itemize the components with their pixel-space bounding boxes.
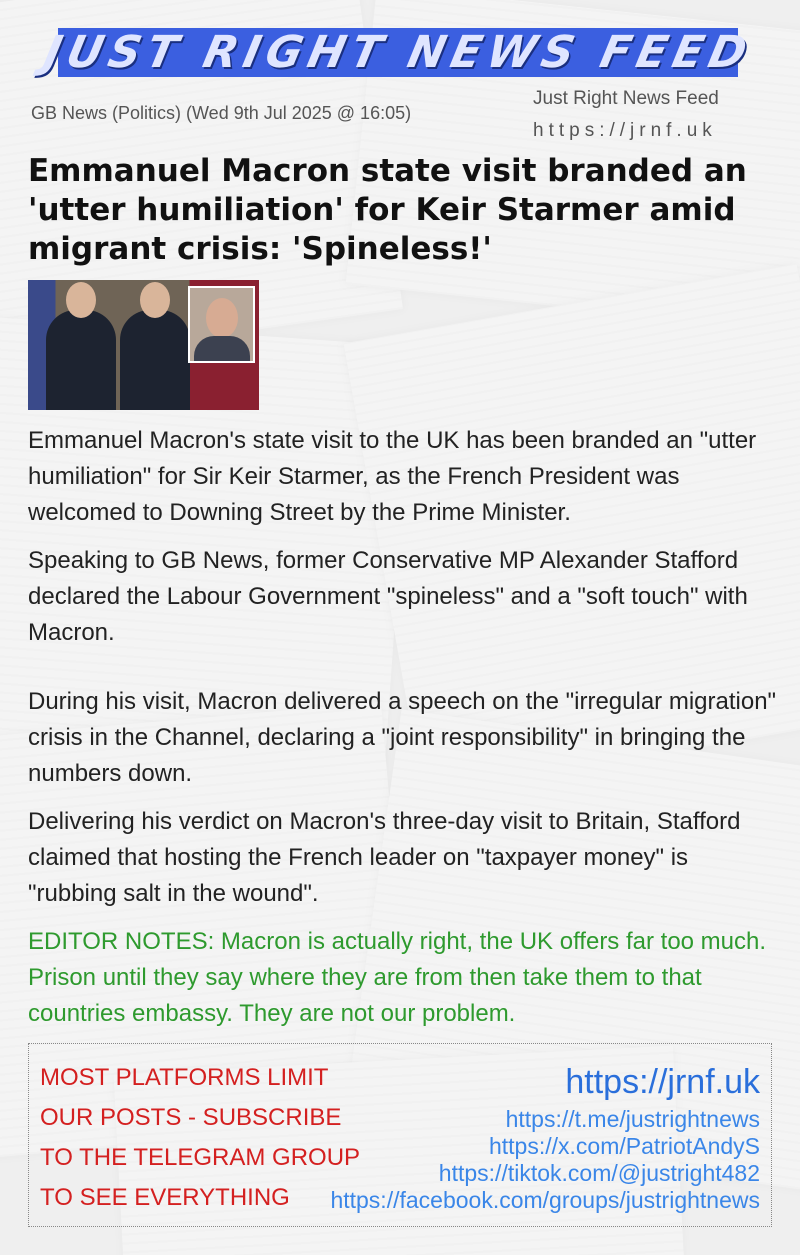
site-banner[interactable] — [39, 27, 757, 78]
telegram-link[interactable]: https://t.me/justrightnews — [505, 1106, 760, 1132]
banner-title: JUST RIGHT NEWS FEED — [39, 27, 757, 78]
editor-notes: EDITOR NOTES: Macron is actually right, the UK offers far too much. Prison until they say where they are from then take them to that countries embassy. They are not our problem. — [28, 928, 767, 1027]
cta-line: TO SEE EVERYTHING — [40, 1184, 290, 1211]
brand-name: Just Right News Feed — [533, 88, 719, 109]
site-link[interactable]: https://jrnf.uk — [565, 1063, 760, 1101]
article-paragraph: During his visit, Macron delivered a speech on the "irregular migration" crisis in the Channel, declaring a "joint responsibility" in bringing the numbers down. — [28, 688, 777, 787]
social-links — [330, 1062, 760, 1214]
tiktok-link[interactable]: https://tiktok.com/@justright482 — [438, 1160, 760, 1186]
cta-line: OUR POSTS - SUBSCRIBE — [40, 1104, 342, 1131]
portrait-inset-icon — [188, 286, 255, 363]
article-paragraph: Delivering his verdict on Macron's three-day visit to Britain, Stafford claimed that hosting the French leader on "taxpayer money" is "rubbing salt in the wound". — [28, 808, 741, 907]
news-photo-icon — [28, 280, 259, 410]
article-body — [28, 423, 778, 1044]
brand-url[interactable]: https://jrnf.uk — [533, 120, 717, 141]
source-timestamp: GB News (Politics) (Wed 9th Jul 2025 @ 16:05) — [31, 103, 412, 123]
x-link[interactable]: https://x.com/PatriotAndyS — [488, 1133, 760, 1159]
cta-line: MOST PLATFORMS LIMIT — [40, 1064, 329, 1091]
article-headline: Emmanuel Macron state visit branded an 'utter humiliation' for Keir Starmer amid migrant crisis: 'Spineless!' — [28, 153, 747, 267]
article-paragraph: Emmanuel Macron's state visit to the UK has been branded an "utter humiliation" for Sir Keir Starmer, as the French President was welcomed to Downing Street by the Prime Minister. — [28, 427, 757, 526]
facebook-link[interactable]: https://facebook.com/groups/justrightnews — [330, 1187, 760, 1213]
article-paragraph: Speaking to GB News, former Conservative MP Alexander Stafford declared the Labour Government "spineless" and a "soft touch" with Macron. — [28, 547, 748, 646]
cta-line: TO THE TELEGRAM GROUP — [40, 1144, 361, 1171]
subscribe-call-to-action — [40, 1058, 360, 1218]
subscribe-footer — [28, 1043, 772, 1227]
